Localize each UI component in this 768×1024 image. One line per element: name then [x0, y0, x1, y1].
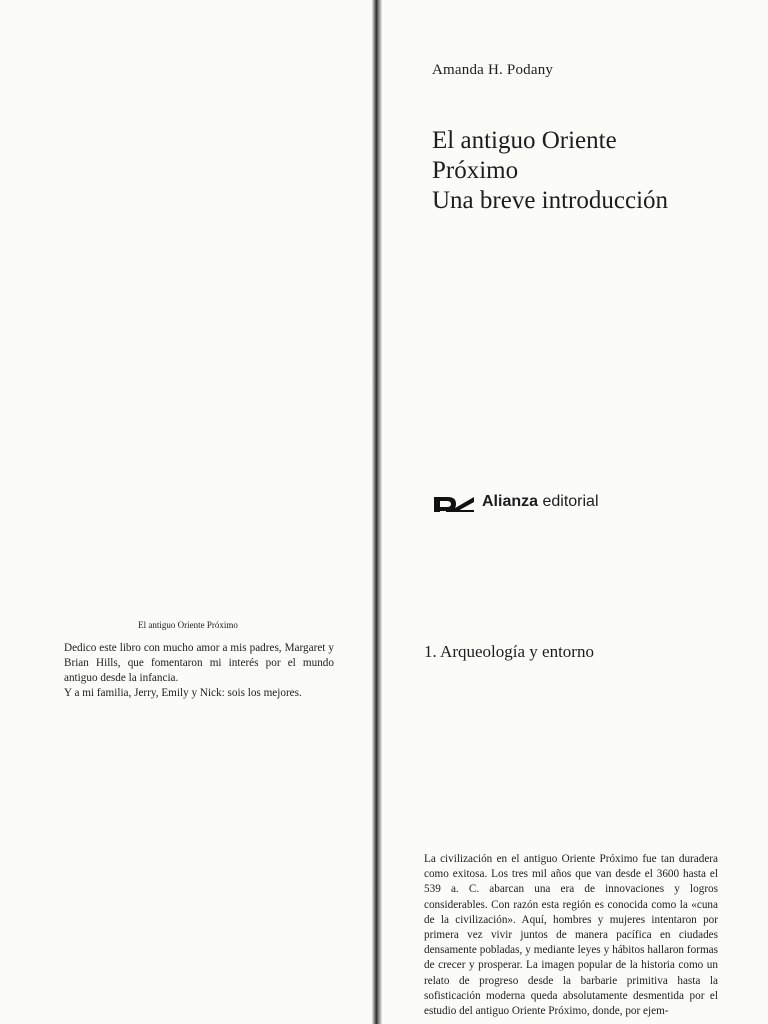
dedication-text: [64, 641, 334, 701]
dedication-line-2: Y a mi familia, Jerry, Emily y Nick: sois los mejores.: [64, 687, 302, 699]
title-line-1: El antiguo Oriente: [432, 127, 617, 154]
bottom-spread: [0, 512, 768, 1024]
title-line-2: Próximo: [432, 157, 519, 184]
publisher-name: Alianza editorial: [482, 493, 599, 510]
chapter-paragraph: La civilización en el antiguo Oriente Próximo fue tan duradera como exitosa. Los tres mil años que van desde el 3600 hasta el 539 a. C. abarcan una era de innovaciones y logros considerables. Con razón esta región es conocida como la «cuna de la civilización». Aquí, hombres y mujeres intentaron por primera vez vivir juntos de manera pacífica en ciudades densamente pobladas, y mediante leyes y hábitos hallaron formas de crecer y prosperar. La imagen popular de la historia como un relato de progreso desde la barbarie primitiva hasta la sofisticación moderna queda absolutamente desmentida por el estudio del antiguo Oriente Próximo, donde, por ejem-: [424, 853, 718, 1018]
chapter-heading: 1. Arqueología y entorno: [424, 642, 594, 661]
book-gutter: [372, 512, 382, 1024]
dedication-line-1: Dedico este libro con mucho amor a mis padres, Margaret y Brian Hills, que fomentaron mi interés por el mundo antiguo desde la infancia.: [64, 642, 334, 684]
book-gutter: [372, 0, 382, 512]
chapter-page: [376, 512, 768, 1024]
title-line-3: Una breve introducción: [432, 187, 669, 214]
book-title: [432, 126, 668, 216]
title-page: [376, 0, 768, 512]
author-name: Amanda H. Podany: [432, 62, 554, 78]
dedication-page: [0, 512, 376, 1024]
blank-page: [0, 0, 376, 512]
chapter-body: [424, 852, 718, 1024]
running-head: El antiguo Oriente Próximo: [138, 620, 238, 630]
